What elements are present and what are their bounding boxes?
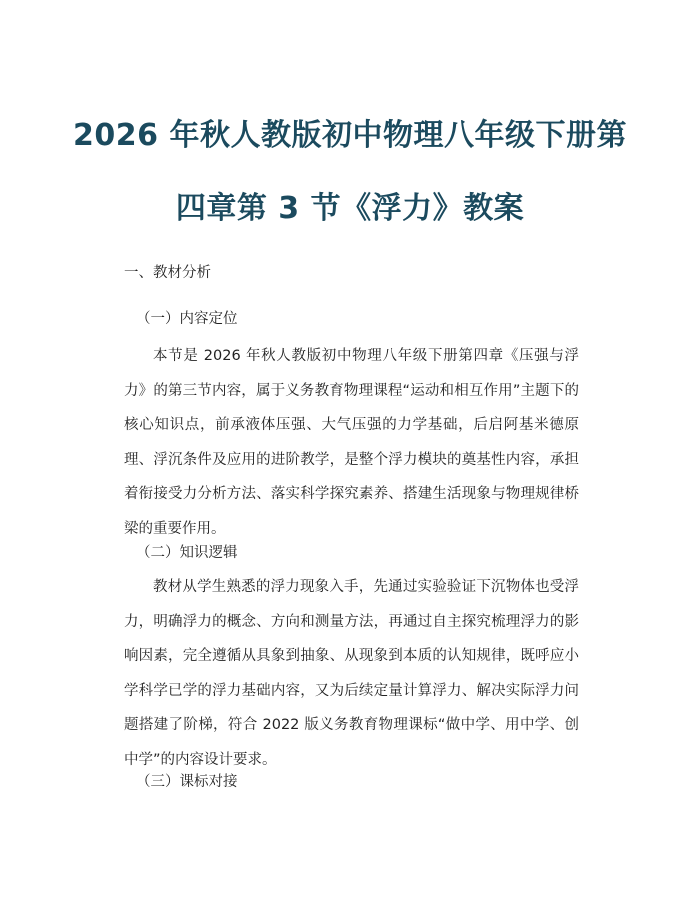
document-title-line-1: 2026 年秋人教版初中物理八年级下册第	[73, 118, 627, 153]
subsection-heading-content-positioning: （一）内容定位	[136, 311, 238, 327]
paragraph-knowledge-logic: 教材从学生熟悉的浮力现象入手，先通过实验验证下沉物体也受浮力，明确浮力的概念、方向和测量方法，再通过自主探究梳理浮力的影响因素，完全遵循从具象到抽象、从现象到本质的认知规律，既呼应小学科学已学的浮力基础内容，又为后续定量计算浮力、解决实际浮力问题搭建了阶梯，符合 2022 版义务教育物理课标“做中学、用中学、创中学”的内容设计要求。	[124, 579, 579, 768]
document-title-line-2: 四章第 3 节《浮力》教案	[175, 191, 525, 226]
paragraph-content-positioning: 本节是 2026 年秋人教版初中物理八年级下册第四章《压强与浮力》的第三节内容，属于义务教育物理课程“运动和相互作用”主题下的核心知识点，前承液体压强、大气压强的力学基础，后启阿基米德原理、浮沉条件及应用的进阶教学，是整个浮力模块的奠基性内容，承担着衔接受力分析方法、落实科学探究素养、搭建生活现象与物理规律桥梁的重要作用。	[124, 348, 579, 537]
subsection-heading-curriculum-alignment: （三）课标对接	[136, 774, 238, 790]
section-heading-textbook-analysis: 一、教材分析	[124, 265, 211, 281]
subsection-heading-knowledge-logic: （二）知识逻辑	[136, 545, 238, 561]
